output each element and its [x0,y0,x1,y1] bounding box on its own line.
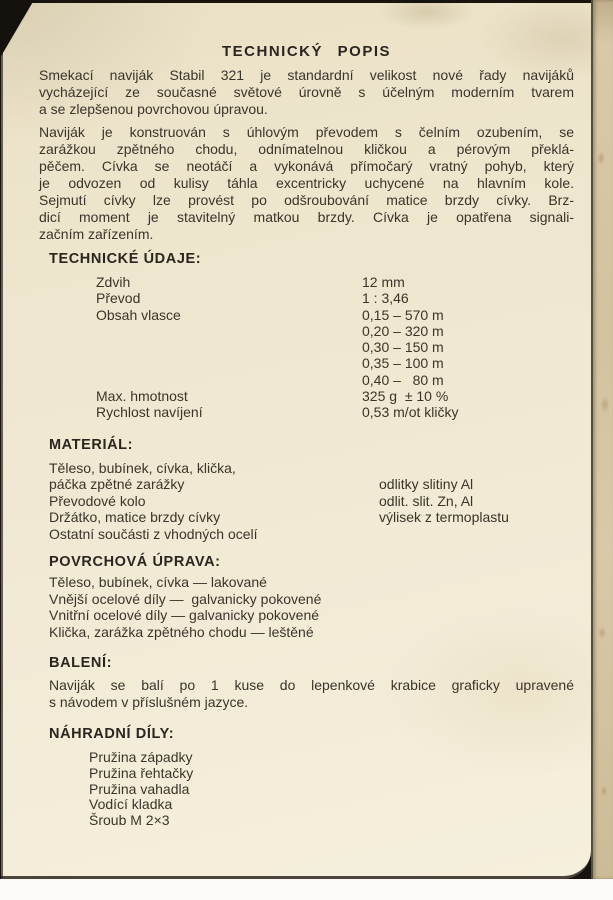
scan-background-bottom [0,879,613,900]
spare-item: Pružina západky [89,749,193,765]
spec-label: Max. hmotnost [96,388,188,405]
spec-row [39,323,574,339]
spec-row [39,307,574,323]
spec-value: 0,35 – 100 m [362,355,444,372]
packaging-paragraph [49,677,574,711]
spare-item: Pružina vahadla [89,780,190,797]
spec-row [39,339,574,355]
spec-value: 325 g ± 10 % [362,388,449,405]
material-label: Těleso, bubínek, cívka, klička, [49,460,236,476]
paragraph-line: zarážkou zpětného chodu, odnímatelnou kličkou a pérovým překlá- [39,141,574,157]
spec-value: 0,53 m/ot kličky [362,404,459,421]
spec-value: 0,15 – 570 m [362,306,444,323]
finish-item: Vnější ocelové díly — galvanicky pokovené [49,590,322,607]
paragraph-line: s návodem v příslušném jazyce. [49,694,249,710]
material-row [39,476,574,492]
material-value: odlit. slit. Zn, Al [379,492,474,509]
spare-item: Šroub M 2×3 [89,812,170,829]
paragraph-line: a se zlepšenou povrchovou úpravou. [39,101,268,117]
section-heading-finish: POVRCHOVÁ ÚPRAVA: [49,554,221,570]
material-row [39,509,574,525]
material-label: Držátko, matice brzdy cívky [49,509,221,526]
spare-item: Vodící kladka [89,796,173,813]
intro-paragraph-1 [39,67,574,118]
finish-item: Těleso, bubínek, cívka — lakované [49,574,267,590]
material-table [39,460,574,542]
material-row [39,526,574,542]
material-label: páčka zpětné zarážky [49,476,185,493]
paragraph-line: dicí moment je stavitelný matkou brzdy. Cívka je opatřena signali- [39,209,574,225]
finish-item: Vnitřní ocelové díly — galvanicky pokovené [49,607,320,623]
section-heading-packaging: BALENÍ: [49,655,112,671]
spec-label: Rychlost navíjení [96,404,203,421]
paragraph-line: vycházející ze současné světové úrovně s účelným moderním tvarem [39,84,574,100]
material-row [39,460,574,476]
spare-item: Pružina řehtačky [89,764,194,781]
spec-value: 0,30 – 150 m [362,339,444,356]
material-label: Převodové kolo [49,492,146,509]
paragraph-line: začním zařízením. [39,226,154,242]
paragraph-line: Sejmutí cívky lze provést po odšroubování matice brzdy cívky. Brz- [39,192,574,208]
paragraph-line: Smekací naviják Stabil 321 je standardní velikost nové řady navijáků [39,67,574,83]
page-edge-strip [591,0,613,879]
document-card [1,0,591,879]
section-heading-spares: NÁHRADNÍ DÍLY: [49,726,175,742]
section-heading-material: MATERIÁL: [49,437,134,453]
material-label: Ostatní součásti z vhodných ocelí [49,525,258,542]
specs-table [39,274,574,421]
material-value: odlitky slitiny Al [379,476,474,493]
spec-value: 0,20 – 320 m [362,322,444,339]
material-row [39,493,574,509]
spec-value: 0,40 – 80 m [362,371,444,388]
material-value: výlisek z termoplastu [379,509,509,526]
spec-row [39,274,574,290]
paragraph-line: Naviják je konstruován s úhlovým převodem s čelním ozubením, se [39,124,574,140]
spec-row [39,372,574,388]
spec-row [39,290,574,306]
spec-row [39,388,574,404]
paragraph-line: Naviják se balí po 1 kuse do lepenkové krabice graficky upravené [49,677,574,693]
spec-label: Zdvih [96,274,131,290]
spares-list [89,749,389,828]
paragraph-line: je odvozen od kulisy táhla excentricky uchycené na hlavním kole. [39,175,574,191]
section-heading-specs: TECHNICKÉ ÚDAJE: [49,251,202,267]
spec-value: 1 : 3,46 [362,290,409,307]
finish-item: Klička, zarážka zpětného chodu — leštěné [49,623,314,640]
spec-value: 12 mm [362,274,405,290]
spec-label: Převod [96,290,141,307]
paragraph-line: pěčem. Cívka se neotáčí a vykonává přímočarý vratný pohyb, který [39,158,574,174]
intro-paragraph-2 [39,124,574,243]
finish-list [49,574,569,640]
spec-row [39,355,574,371]
page-title: TECHNICKÝ POPIS [221,43,392,60]
spec-label: Obsah vlasce [96,306,181,323]
spec-row [39,404,574,420]
